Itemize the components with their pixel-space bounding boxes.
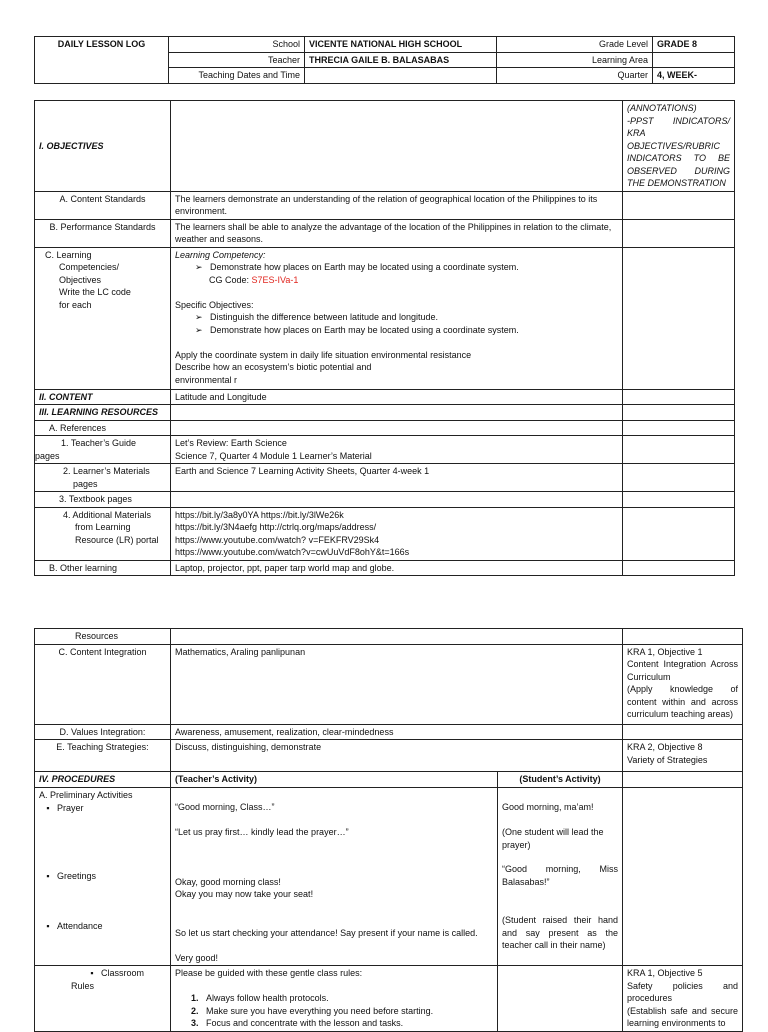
- performance-label: B. Performance Standards: [35, 219, 171, 247]
- other-label: B. Other learning: [35, 560, 171, 576]
- dates-label: Teaching Dates and Time: [169, 68, 305, 84]
- teacher-value: THRECIA GAILE B. BALASABAS: [305, 52, 497, 68]
- references-label: A. References: [35, 420, 171, 436]
- integration-value: Mathematics, Araling panlipunan: [171, 644, 623, 724]
- resources-label: III. LEARNING RESOURCES: [35, 405, 171, 421]
- arrow-bullet-icon: ➢: [195, 324, 211, 335]
- rules-content: Please be guided with these gentle class rules: 1. Always follow health protocols. 2. Make sure you have everything you need before starting. 3. Focus and concentrate with the lesson and tasks.: [171, 966, 498, 1032]
- arrow-bullet-icon: ➢: [195, 262, 211, 272]
- content-standards-label: A. Content Standards: [35, 191, 171, 219]
- integration-note: KRA 1, Objective 1 Content Integration Across Curriculum (Apply knowledge of content within and across curriculum teaching areas): [623, 644, 743, 724]
- competencies-label: C. Learning Competencies/ Objectives Write the LC code for each: [35, 247, 171, 389]
- preliminary-label: A. Preliminary Activities ▪ Prayer ▪ Greetings ▪ Attendance: [35, 787, 171, 966]
- bullet-icon: ▪: [46, 921, 50, 931]
- objectives-label: I. OBJECTIVES: [35, 101, 171, 192]
- dates-value: [305, 68, 497, 84]
- school-label: School: [169, 37, 305, 53]
- lm-value: Earth and Science 7 Learning Activity Sheets, Quarter 4-week 1: [171, 464, 623, 492]
- student-heading: (Student’s Activity): [498, 772, 623, 788]
- area-label: Learning Area: [497, 52, 653, 68]
- cg-code: S7ES-IVa-1: [251, 274, 299, 285]
- additional-label: 4. Additional Materials from Learning Resource (LR) portal: [35, 507, 171, 560]
- strategies-label: E. Teaching Strategies:: [35, 740, 171, 772]
- header-table: [34, 36, 735, 84]
- tg-value: Let’s Review: Earth Science Science 7, Quarter 4 Module 1 Learner’s Material: [171, 436, 623, 464]
- grade-label: Grade Level: [497, 37, 653, 53]
- link[interactable]: https://www.youtube.com/watch?v=cwUuVdF8ohY&t=166s: [175, 547, 410, 557]
- strategies-note: KRA 2, Objective 8 Variety of Strategies: [623, 740, 743, 772]
- teacher-activity: “Good morning, Class…” “Let us pray first… kindly lead the prayer…” Okay, good morning class! Okay you may now take your seat! So let us start checking your attendance! Say present if your name is called. Very good!: [171, 787, 498, 966]
- content-standards-value: The learners demonstrate an understanding of the relation of geographical location of the Philippines to its environment.: [171, 191, 623, 219]
- quarter-value: 4, WEEK-: [653, 68, 735, 84]
- bullet-icon: ▪: [46, 870, 50, 881]
- resources-cont: Resources: [35, 629, 171, 645]
- teacher-heading: (Teacher’s Activity): [171, 772, 498, 788]
- performance-value: The learners shall be able to analyze the advantage of the location of the Philippines in relation to the climate, weather and seasons.: [171, 219, 623, 247]
- additional-links: [171, 507, 623, 560]
- objectives-table: [34, 100, 735, 576]
- rules-note: KRA 1, Objective 5 Safety policies and procedures (Establish safe and secure learning environments to: [623, 966, 743, 1032]
- log-title: DAILY LESSON LOG: [35, 37, 169, 84]
- content-value: Latitude and Longitude: [171, 389, 623, 405]
- strategies-value: Discuss, distinguishing, demonstrate: [171, 740, 623, 772]
- integration-label: C. Content Integration: [35, 644, 171, 724]
- area-value: [653, 52, 735, 68]
- quarter-label: Quarter: [497, 68, 653, 84]
- link[interactable]: https://bit.ly/3a8y0YA https://bit.ly/3lWe26k: [175, 509, 344, 520]
- content-label: II. CONTENT: [35, 389, 171, 405]
- student-activity: Good morning, ma’am! (One student will lead the prayer) “Good morning, Miss Balasabas!” (Student raised their hand and say present as the teacher call in their name): [498, 787, 623, 966]
- school-value: VICENTE NATIONAL HIGH SCHOOL: [305, 37, 497, 53]
- other-value: Laptop, projector, ppt, paper tarp world map and globe.: [171, 560, 623, 576]
- link[interactable]: https://www.youtube.com/watch? v=FEKFRV29Sk4: [175, 534, 380, 545]
- rules-label: ▪ Classroom Rules: [35, 966, 171, 1032]
- grade-value: GRADE 8: [653, 37, 735, 53]
- textbook-label: 3. Textbook pages: [35, 492, 171, 508]
- procedures-table: [34, 628, 743, 1032]
- procedures-label: IV. PROCEDURES: [35, 772, 171, 788]
- values-label: D. Values Integration:: [35, 724, 171, 740]
- link[interactable]: https://bit.ly/3N4aefg http://ctrlq.org/maps/address/: [175, 522, 377, 532]
- values-value: Awareness, amusement, realization, clear-mindedness: [171, 724, 623, 740]
- lm-label: 2. Learner’s Materials pages: [35, 464, 171, 492]
- bullet-icon: ▪: [90, 968, 94, 978]
- teacher-label: Teacher: [169, 52, 305, 68]
- bullet-icon: ▪: [46, 803, 50, 813]
- arrow-bullet-icon: ➢: [195, 312, 211, 322]
- tg-label: 1. Teacher’s Guide pages: [35, 436, 171, 464]
- competencies-value: Learning Competency: ➢ Demonstrate how places on Earth may be located using a coordinate system. CG Code: S7ES-IVa-1 Specific Objectives: ➢ Distinguish the difference between latitude and longitude. ➢ Demonstrate how places on Earth may be located using a coordinate system. Apply the coordinate system in daily life situation environmental resistance Describe how an ecosystem’s biotic potential and environmental r: [171, 247, 623, 389]
- annotations-cell: (ANNOTATIONS) -PPST INDICATORS/ KRA OBJECTIVES/RUBRIC INDICATORS TO BE OBSERVED DURING THE DEMONSTRATION: [623, 101, 735, 192]
